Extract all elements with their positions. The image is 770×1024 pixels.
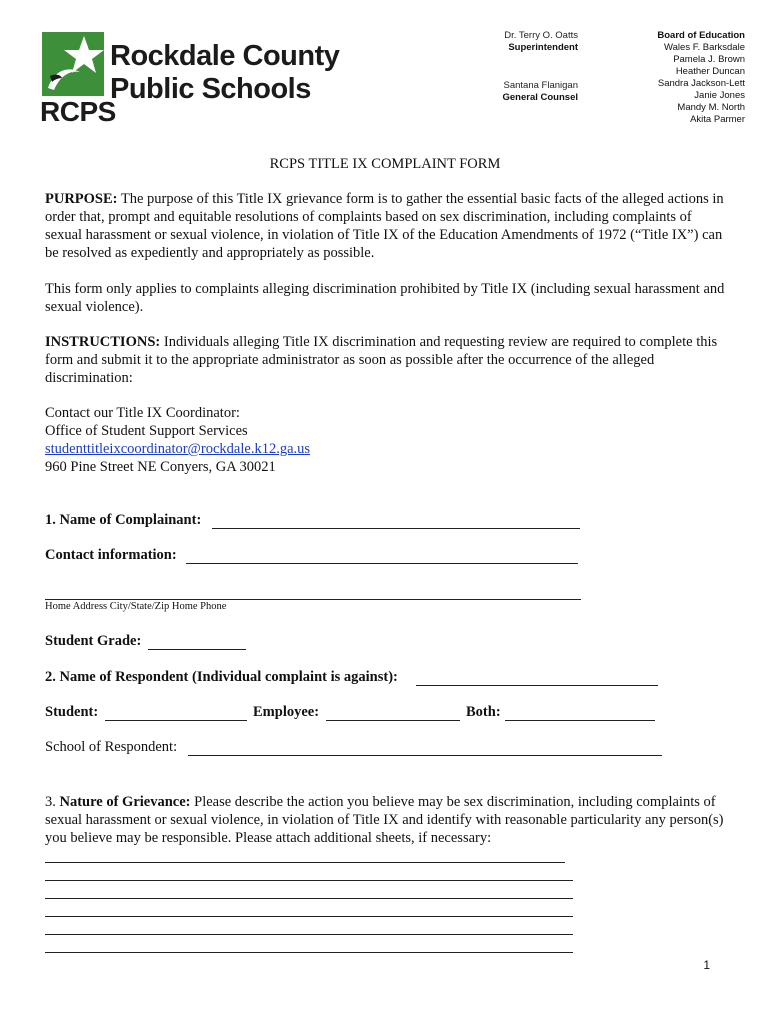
purpose-text: The purpose of this Title IX grievance form is to gather the essential basic facts of the alleged actions in order that, prompt and equitable resolutions of complaints based on sex discrimination, including complaints of sexual harassment or sexual violence, in violation of Title IX of the Education Amendments of 1972 (“Title IX”) can be resolved as expediently and appropriately as possible. bbox=[45, 191, 724, 261]
purpose-paragraph bbox=[45, 190, 725, 262]
grievance-line-1[interactable] bbox=[45, 850, 565, 863]
school-label: School of Respondent: bbox=[45, 739, 178, 755]
instructions-label: INSTRUCTIONS: bbox=[45, 334, 161, 350]
employee-field[interactable] bbox=[326, 704, 460, 721]
board-member: Wales F. Barksdale bbox=[664, 42, 745, 53]
both-field[interactable] bbox=[505, 704, 655, 721]
page-number: 1 bbox=[703, 958, 710, 972]
superintendent-name: Dr. Terry O. Oatts bbox=[504, 30, 578, 41]
logo-abbreviation: RCPS bbox=[40, 96, 116, 127]
contact-block bbox=[45, 404, 725, 476]
nature-paragraph bbox=[45, 793, 725, 847]
applies-paragraph: This form only applies to complaints alleging discrimination prohibited by Title IX (including sexual harassment and sexual violence). bbox=[45, 281, 725, 315]
coordinator-email-link[interactable]: studenttitleixcoordinator@rockdale.k12.ga.us bbox=[45, 441, 311, 457]
both-label: Both: bbox=[466, 704, 501, 720]
grievance-line-6[interactable] bbox=[45, 940, 573, 953]
complainant-name-field[interactable] bbox=[212, 512, 580, 529]
board-member: Mandy M. North bbox=[677, 102, 745, 113]
grievance-line-4[interactable] bbox=[45, 904, 573, 917]
school-of-respondent-field[interactable] bbox=[188, 739, 662, 756]
grievance-line-2[interactable] bbox=[45, 868, 573, 881]
student-grade-field[interactable] bbox=[148, 633, 246, 650]
board-member: Akita Parmer bbox=[690, 114, 745, 125]
employee-label: Employee: bbox=[253, 704, 320, 720]
home-address-field[interactable] bbox=[45, 583, 581, 600]
contact-office: Office of Student Support Services bbox=[45, 423, 248, 439]
purpose-label: PURPOSE: bbox=[45, 191, 118, 207]
student-label: Student: bbox=[45, 704, 99, 720]
administration-block bbox=[418, 30, 578, 104]
logo-text-line2: Public Schools bbox=[110, 73, 311, 105]
board-member: Pamela J. Brown bbox=[673, 54, 745, 65]
contact-address: 960 Pine Street NE Conyers, GA 30021 bbox=[45, 459, 276, 475]
star-logo-icon bbox=[40, 30, 108, 100]
respondent-name-field[interactable] bbox=[416, 669, 658, 686]
contact-info-field[interactable] bbox=[186, 547, 578, 564]
student-field[interactable] bbox=[105, 704, 247, 721]
complainant-label: 1. Name of Complainant: bbox=[45, 512, 202, 528]
contact-heading: Contact our Title IX Coordinator: bbox=[45, 405, 240, 421]
instructions-text: Individuals alleging Title IX discrimination and requesting review are required to complete this form and submit it to the appropriate administrator as soon as possible after the occurrence of the alleged discrimination: bbox=[45, 334, 718, 386]
nature-label: Nature of Grievance: bbox=[59, 794, 191, 810]
nature-text: Please describe the action you believe may be sex discrimination, including complaints of sexual harassment or sexual violence, in violation of Title IX and identify with reasonable particularity any person(s) you believe may be responsible. Please attach additional sheets, if necessary: bbox=[45, 794, 724, 846]
board-member: Heather Duncan bbox=[675, 66, 745, 77]
grievance-line-5[interactable] bbox=[45, 922, 573, 935]
nature-number: 3. bbox=[45, 794, 60, 810]
form-title: RCPS TITLE IX COMPLAINT FORM bbox=[269, 156, 501, 172]
superintendent-role: Superintendent bbox=[508, 42, 578, 53]
rcps-logo bbox=[40, 30, 340, 130]
instructions-paragraph bbox=[45, 333, 725, 387]
board-heading: Board of Education bbox=[657, 30, 745, 41]
counsel-role: General Counsel bbox=[502, 92, 578, 103]
board-member: Janie Jones bbox=[694, 90, 745, 101]
contact-info-label: Contact information: bbox=[45, 547, 177, 563]
grade-label: Student Grade: bbox=[45, 633, 142, 649]
counsel-name: Santana Flanigan bbox=[503, 80, 578, 91]
grievance-line-3[interactable] bbox=[45, 886, 573, 899]
board-member: Sandra Jackson-Lett bbox=[657, 78, 745, 89]
board-of-education-block bbox=[595, 30, 745, 126]
logo-text-line1: Rockdale County bbox=[110, 40, 340, 72]
respondent-label: 2. Name of Respondent (Individual complaint is against): bbox=[45, 669, 398, 685]
address-hint: Home Address City/State/Zip Home Phone bbox=[45, 601, 227, 612]
